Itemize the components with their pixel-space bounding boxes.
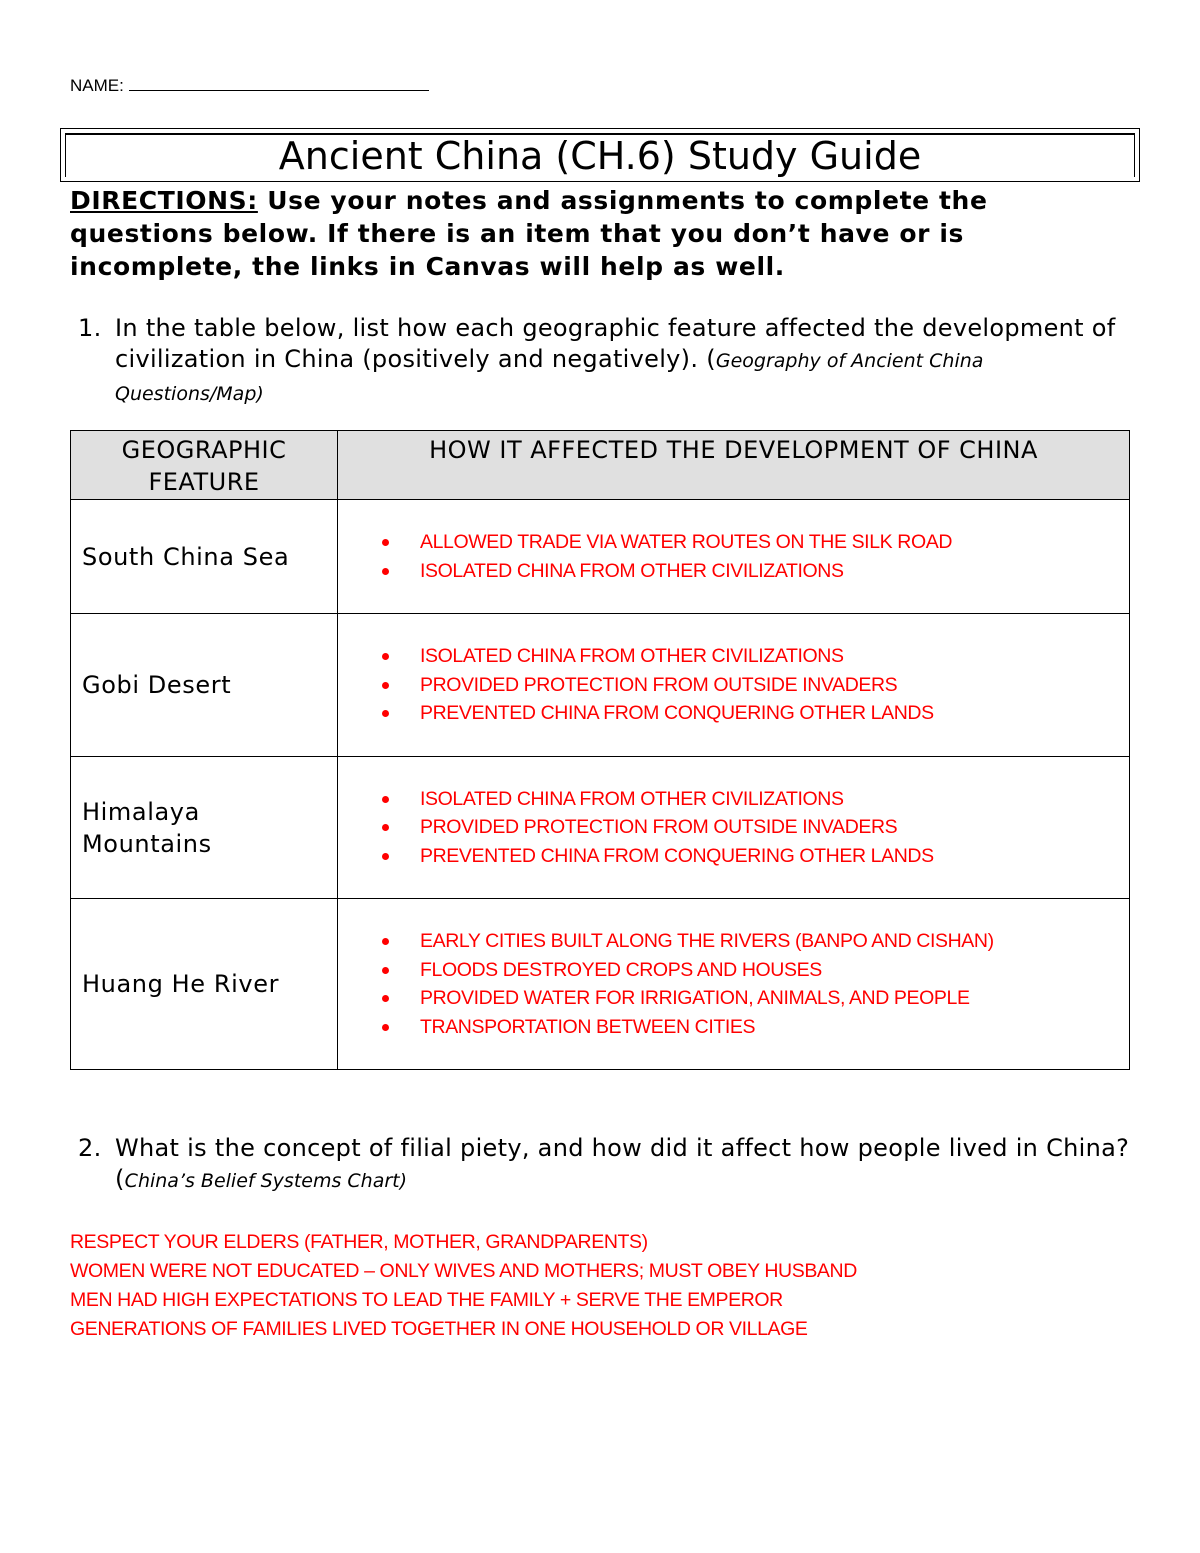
effects-cell bbox=[338, 757, 1130, 899]
directions-label: DIRECTIONS: bbox=[70, 186, 258, 215]
effect-item: FLOODS DESTROYED CROPS AND HOUSES bbox=[382, 956, 1128, 985]
table-row bbox=[71, 500, 1130, 614]
feature-label: Himalaya Mountains bbox=[82, 797, 212, 858]
effects-cell bbox=[338, 614, 1130, 757]
effects-list bbox=[382, 528, 1128, 585]
answer-line: GENERATIONS OF FAMILIES LIVED TOGETHER IN ONE HOUSEHOLD OR VILLAGE bbox=[70, 1318, 808, 1340]
effects-list bbox=[382, 927, 1128, 1041]
question-2-text: What is the concept of filial piety, and how did it affect how people lived in China? ( bbox=[115, 1134, 1130, 1193]
question-2-answers bbox=[70, 1228, 857, 1344]
question-1 bbox=[78, 313, 1138, 410]
directions-text: Use your notes and assignments to complete the questions below. If there is an item that you don’t have or is incomplete, the links in Canvas will help as well. bbox=[70, 186, 988, 281]
effect-item: PREVENTED CHINA FROM CONQUERING OTHER LANDS bbox=[382, 842, 1128, 871]
effect-item: PROVIDED WATER FOR IRRIGATION, ANIMALS, AND PEOPLE bbox=[382, 984, 1128, 1013]
answer-line: RESPECT YOUR ELDERS (FATHER, MOTHER, GRANDPARENTS) bbox=[70, 1231, 648, 1253]
effect-item: ISOLATED CHINA FROM OTHER CIVILIZATIONS bbox=[382, 557, 1128, 586]
question-1-number: 1. bbox=[78, 314, 102, 342]
effect-item: ISOLATED CHINA FROM OTHER CIVILIZATIONS bbox=[382, 785, 1128, 814]
effect-item: PREVENTED CHINA FROM CONQUERING OTHER LANDS bbox=[382, 699, 1128, 728]
effects-cell bbox=[338, 899, 1130, 1070]
feature-cell: South China Sea bbox=[71, 500, 338, 614]
answer-line: MEN HAD HIGH EXPECTATIONS TO LEAD THE FAMILY + SERVE THE EMPEROR bbox=[70, 1289, 783, 1311]
table-row bbox=[71, 899, 1130, 1070]
question-2-number: 2. bbox=[78, 1134, 102, 1162]
name-blank-line[interactable] bbox=[129, 74, 429, 91]
feature-cell: Gobi Desert bbox=[71, 614, 338, 757]
name-field bbox=[70, 74, 429, 96]
feature-cell: Huang He River bbox=[71, 899, 338, 1070]
effect-item: EARLY CITIES BUILT ALONG THE RIVERS (BANPO AND CISHAN) bbox=[382, 927, 1128, 956]
directions bbox=[70, 184, 1130, 283]
question-2 bbox=[78, 1133, 1138, 1197]
table-header-row bbox=[71, 431, 1130, 500]
answer-line: WOMEN WERE NOT EDUCATED – ONLY WIVES AND MOTHERS; MUST OBEY HUSBAND bbox=[70, 1260, 857, 1282]
question-1-text: In the table below, list how each geographic feature affected the development of civilization in China (positively and negatively). ( bbox=[115, 314, 1116, 373]
effect-item: PROVIDED PROTECTION FROM OUTSIDE INVADERS bbox=[382, 671, 1128, 700]
geography-table bbox=[70, 430, 1130, 1070]
question-1-source: Geography of Ancient China Questions/Map) bbox=[115, 350, 984, 405]
feature-cell bbox=[71, 757, 338, 899]
effect-item: TRANSPORTATION BETWEEN CITIES bbox=[382, 1013, 1128, 1042]
table-row bbox=[71, 757, 1130, 899]
effect-item: PROVIDED PROTECTION FROM OUTSIDE INVADERS bbox=[382, 813, 1128, 842]
question-2-source: China’s Belief Systems Chart) bbox=[124, 1170, 408, 1192]
page-title: Ancient China (CH.6) Study Guide bbox=[65, 133, 1135, 177]
effect-item: ALLOWED TRADE VIA WATER ROUTES ON THE SILK ROAD bbox=[382, 528, 1128, 557]
table-header-feature: GEOGRAPHIC FEATURE bbox=[71, 431, 338, 500]
effects-cell bbox=[338, 500, 1130, 614]
name-label: NAME: bbox=[70, 76, 124, 95]
effects-list bbox=[382, 785, 1128, 871]
table-header-effects: HOW IT AFFECTED THE DEVELOPMENT OF CHINA bbox=[338, 431, 1130, 500]
title-box bbox=[60, 128, 1140, 182]
table-row bbox=[71, 614, 1130, 757]
effects-list bbox=[382, 642, 1128, 728]
effect-item: ISOLATED CHINA FROM OTHER CIVILIZATIONS bbox=[382, 642, 1128, 671]
